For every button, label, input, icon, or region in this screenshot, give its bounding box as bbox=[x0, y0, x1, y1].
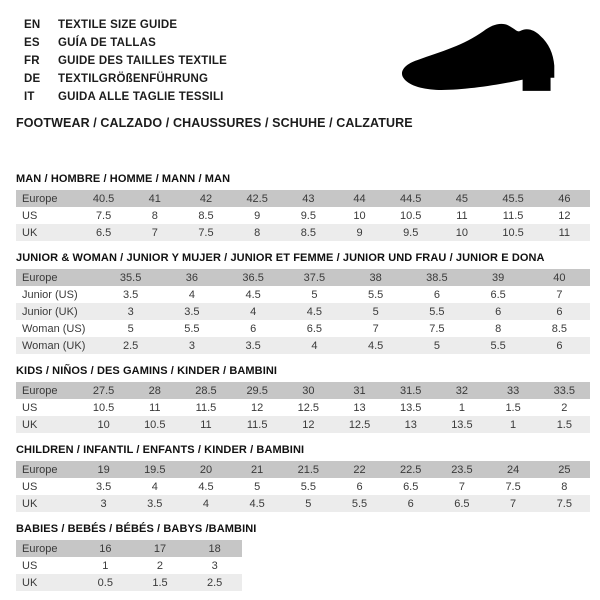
size-cell: 12 bbox=[302, 418, 315, 431]
size-cell: 37.5 bbox=[303, 271, 326, 284]
size-cell: 5.5 bbox=[351, 497, 368, 510]
size-cell: 16 bbox=[99, 542, 112, 555]
table-title: JUNIOR & WOMAN / JUNIOR Y MUJER / JUNIOR ET FEMME / JUNIOR UND FRAU / JUNIOR E DONA bbox=[16, 252, 545, 264]
table-row bbox=[16, 382, 590, 399]
table-row bbox=[16, 495, 590, 512]
size-cell: 1 bbox=[458, 401, 465, 414]
size-cell: 30 bbox=[302, 384, 315, 397]
size-cell: 3 bbox=[100, 497, 107, 510]
size-table-section bbox=[16, 443, 584, 512]
table-row bbox=[16, 461, 590, 478]
size-cell: 5.5 bbox=[300, 480, 316, 493]
size-cell: 38.5 bbox=[426, 271, 448, 284]
size-cell: 1.5 bbox=[505, 401, 521, 414]
size-table-section bbox=[16, 172, 584, 241]
size-cell: 7.5 bbox=[556, 497, 572, 510]
size-cell: 13 bbox=[353, 401, 366, 414]
row-label: US bbox=[22, 559, 38, 572]
row-label: UK bbox=[22, 497, 38, 510]
size-cell: 8.5 bbox=[300, 226, 316, 239]
size-cell: 11 bbox=[558, 226, 571, 239]
table-row bbox=[16, 224, 590, 241]
size-cell: 38 bbox=[369, 271, 382, 284]
size-cell: 6 bbox=[556, 305, 563, 318]
table-row bbox=[16, 303, 590, 320]
table-row bbox=[16, 269, 590, 286]
size-cell: 1.5 bbox=[152, 576, 168, 589]
size-cell: 11 bbox=[200, 418, 212, 431]
table-row bbox=[16, 478, 590, 495]
size-cell: 5.5 bbox=[184, 322, 200, 335]
size-cell: 3 bbox=[211, 559, 218, 572]
size-cell: 12.5 bbox=[297, 401, 320, 414]
size-table-section bbox=[16, 522, 584, 591]
size-cell: 27.5 bbox=[92, 384, 115, 397]
row-label: Woman (UK) bbox=[22, 339, 86, 352]
size-cell: 7 bbox=[458, 480, 465, 493]
size-cell: 2 bbox=[561, 401, 568, 414]
size-cell: 7.5 bbox=[429, 322, 445, 335]
size-cell: 29.5 bbox=[246, 384, 268, 397]
row-label: Europe bbox=[22, 463, 58, 476]
size-cell: 0.5 bbox=[97, 576, 113, 589]
size-cell: 42.5 bbox=[246, 192, 268, 205]
size-cell: 6 bbox=[407, 497, 414, 510]
row-label: Europe bbox=[22, 271, 58, 284]
size-cell: 1 bbox=[510, 418, 517, 431]
table-row bbox=[16, 399, 590, 416]
size-cell: 3 bbox=[127, 305, 134, 318]
size-cell: 4 bbox=[188, 288, 195, 301]
size-cell: 21 bbox=[251, 463, 264, 476]
size-cell: 8 bbox=[151, 209, 158, 222]
size-cell: 31 bbox=[353, 384, 366, 397]
size-cell: 33 bbox=[506, 384, 520, 397]
row-label: UK bbox=[22, 576, 38, 589]
size-cell: 19 bbox=[97, 463, 110, 476]
size-cell: 40 bbox=[553, 271, 566, 284]
table-row bbox=[16, 557, 242, 574]
table-row bbox=[16, 416, 590, 433]
size-cell: 4 bbox=[202, 497, 210, 510]
size-cell: 7 bbox=[151, 226, 158, 239]
size-cell: 22.5 bbox=[400, 463, 422, 476]
size-tables bbox=[16, 172, 584, 591]
size-cell: 3.5 bbox=[122, 288, 139, 301]
table-row bbox=[16, 574, 242, 591]
language-label: TEXTILGRÖßENFÜHRUNG bbox=[58, 73, 209, 85]
shoe-icon bbox=[394, 20, 586, 102]
size-cell: 4.5 bbox=[249, 497, 265, 510]
size-cell: 10 bbox=[455, 226, 469, 239]
row-label: Woman (US) bbox=[22, 322, 86, 335]
size-cell: 6.5 bbox=[403, 480, 419, 493]
size-cell: 2.5 bbox=[207, 576, 223, 589]
size-cell: 7 bbox=[556, 288, 563, 301]
size-cell: 6 bbox=[250, 322, 257, 335]
size-cell: 10 bbox=[97, 418, 110, 431]
size-cell: 46 bbox=[558, 192, 571, 205]
size-cell: 4 bbox=[151, 480, 158, 493]
size-cell: 11 bbox=[456, 209, 468, 222]
shoe-silhouette bbox=[402, 24, 554, 91]
size-cell: 39 bbox=[492, 271, 505, 284]
size-cell: 3 bbox=[188, 339, 195, 352]
row-label: Europe bbox=[22, 192, 58, 205]
size-cell: 2.5 bbox=[122, 339, 139, 352]
size-cell: 17 bbox=[153, 542, 167, 555]
size-cell: 4 bbox=[250, 305, 257, 318]
language-label: GUÍA DE TALLAS bbox=[58, 37, 156, 49]
language-label: GUIDE DES TAILLES TEXTILE bbox=[58, 55, 227, 67]
row-label: US bbox=[22, 209, 38, 222]
table-title: MAN / HOMBRE / HOMME / MANN / MAN bbox=[16, 173, 231, 185]
size-cell: 5 bbox=[372, 305, 379, 318]
size-cell: 32 bbox=[455, 384, 469, 397]
table-title: KIDS / NIÑOS / DES GAMINS / KINDER / BAMBINI bbox=[16, 365, 278, 377]
size-cell: 3.5 bbox=[95, 480, 112, 493]
size-cell: 12.5 bbox=[348, 418, 371, 431]
table-title: CHILDREN / INFANTIL / ENFANTS / KINDER / BAMBINI bbox=[16, 444, 305, 456]
size-cell: 6.5 bbox=[454, 497, 470, 510]
size-cell: 42 bbox=[199, 192, 213, 205]
language-code: ES bbox=[24, 37, 40, 49]
table-row bbox=[16, 540, 242, 557]
size-cell: 11 bbox=[149, 401, 161, 414]
size-cell: 4.5 bbox=[198, 480, 214, 493]
size-cell: 8.5 bbox=[198, 209, 214, 222]
size-cell: 7.5 bbox=[198, 226, 214, 239]
size-cell: 9 bbox=[356, 226, 363, 239]
table-row bbox=[16, 286, 590, 303]
size-cell: 6 bbox=[433, 288, 440, 301]
size-cell: 8 bbox=[495, 322, 502, 335]
size-cell: 3.5 bbox=[147, 497, 163, 510]
size-cell: 8.5 bbox=[551, 322, 568, 335]
size-cell: 11.5 bbox=[195, 401, 217, 414]
size-cell: 10.5 bbox=[144, 418, 166, 431]
size-cell: 7.5 bbox=[505, 480, 521, 493]
size-cell: 24 bbox=[506, 463, 520, 476]
size-cell: 5 bbox=[127, 322, 134, 335]
size-cell: 23.5 bbox=[451, 463, 473, 476]
size-cell: 7 bbox=[372, 322, 379, 335]
table-row bbox=[16, 190, 590, 207]
size-cell: 36.5 bbox=[242, 271, 264, 284]
table-row bbox=[16, 207, 590, 224]
row-label: Junior (UK) bbox=[22, 305, 78, 318]
size-cell: 7.5 bbox=[95, 209, 112, 222]
language-code: EN bbox=[24, 19, 41, 31]
size-cell: 41 bbox=[148, 192, 161, 205]
size-cell: 9.5 bbox=[403, 226, 419, 239]
size-cell: 12 bbox=[251, 401, 264, 414]
table-title: BABIES / BEBÉS / BÉBÉS / BABYS /BAMBINI bbox=[16, 523, 257, 535]
size-cell: 6.5 bbox=[490, 288, 506, 301]
size-cell: 12 bbox=[558, 209, 571, 222]
row-label: US bbox=[22, 480, 38, 493]
size-cell: 45.5 bbox=[502, 192, 524, 205]
size-cell: 9 bbox=[254, 209, 261, 222]
size-cell: 35.5 bbox=[119, 271, 142, 284]
size-cell: 10 bbox=[353, 209, 366, 222]
size-cell: 36 bbox=[185, 271, 198, 284]
size-cell: 44.5 bbox=[400, 192, 422, 205]
size-cell: 5 bbox=[254, 480, 261, 493]
size-cell: 18 bbox=[208, 542, 221, 555]
size-cell: 43 bbox=[302, 192, 315, 205]
size-cell: 4.5 bbox=[367, 339, 384, 352]
row-label: Europe bbox=[22, 542, 58, 555]
size-cell: 21.5 bbox=[297, 463, 320, 476]
size-cell: 20 bbox=[199, 463, 213, 476]
size-cell: 1 bbox=[102, 559, 109, 572]
size-cell: 31.5 bbox=[400, 384, 422, 397]
size-cell: 11.5 bbox=[246, 418, 268, 431]
size-cell: 3.5 bbox=[245, 339, 261, 352]
size-cell: 10.5 bbox=[502, 226, 524, 239]
size-cell: 2 bbox=[156, 559, 164, 572]
language-code: FR bbox=[24, 55, 40, 67]
size-cell: 45 bbox=[455, 192, 469, 205]
size-cell: 3.5 bbox=[184, 305, 200, 318]
size-cell: 9.5 bbox=[300, 209, 316, 222]
size-cell: 6 bbox=[556, 339, 563, 352]
size-cell: 10.5 bbox=[92, 401, 115, 414]
size-cell: 5.5 bbox=[490, 339, 506, 352]
language-code: DE bbox=[24, 73, 41, 85]
size-cell: 28.5 bbox=[195, 384, 217, 397]
size-cell: 4.5 bbox=[306, 305, 323, 318]
size-table bbox=[16, 382, 590, 433]
size-cell: 19.5 bbox=[144, 463, 166, 476]
size-cell: 33.5 bbox=[553, 384, 576, 397]
size-cell: 13.5 bbox=[451, 418, 473, 431]
size-table-section bbox=[16, 251, 584, 354]
size-cell: 6 bbox=[356, 480, 363, 493]
size-cell: 13.5 bbox=[400, 401, 422, 414]
size-cell: 11.5 bbox=[502, 209, 524, 222]
size-cell: 4.5 bbox=[245, 288, 261, 301]
size-cell: 6.5 bbox=[306, 322, 323, 335]
language-label: TEXTILE SIZE GUIDE bbox=[58, 19, 178, 31]
row-label: Junior (US) bbox=[22, 288, 78, 301]
size-table bbox=[16, 461, 590, 512]
size-cell: 13 bbox=[404, 418, 417, 431]
category-title: FOOTWEAR / CALZADO / CHAUSSURES / SCHUHE / CALZATURE bbox=[16, 116, 413, 130]
size-cell: 28 bbox=[148, 384, 161, 397]
table-row bbox=[16, 320, 590, 337]
size-table bbox=[16, 190, 590, 241]
size-cell: 5.5 bbox=[429, 305, 445, 318]
size-cell: 7 bbox=[510, 497, 517, 510]
row-label: UK bbox=[22, 418, 38, 431]
language-label: GUIDA ALLE TAGLIE TESSILI bbox=[58, 91, 224, 103]
row-label: US bbox=[22, 401, 38, 414]
size-cell: 5 bbox=[311, 288, 318, 301]
size-cell: 25 bbox=[558, 463, 571, 476]
size-cell: 4 bbox=[311, 339, 318, 352]
table-row bbox=[16, 337, 590, 354]
size-cell: 5 bbox=[305, 497, 312, 510]
size-cell: 10.5 bbox=[400, 209, 422, 222]
size-cell: 8 bbox=[561, 480, 568, 493]
size-cell: 5 bbox=[433, 339, 440, 352]
size-cell: 6 bbox=[495, 305, 502, 318]
size-cell: 8 bbox=[254, 226, 261, 239]
size-table bbox=[16, 540, 242, 591]
size-cell: 22 bbox=[353, 463, 366, 476]
size-cell: 1.5 bbox=[556, 418, 572, 431]
size-table-section bbox=[16, 364, 584, 433]
size-table bbox=[16, 269, 590, 354]
row-label: UK bbox=[22, 226, 38, 239]
size-cell: 44 bbox=[353, 192, 366, 205]
language-code: IT bbox=[24, 91, 35, 103]
size-cell: 40.5 bbox=[92, 192, 115, 205]
size-cell: 5.5 bbox=[367, 288, 384, 301]
row-label: Europe bbox=[22, 384, 58, 397]
size-cell: 6.5 bbox=[95, 226, 112, 239]
